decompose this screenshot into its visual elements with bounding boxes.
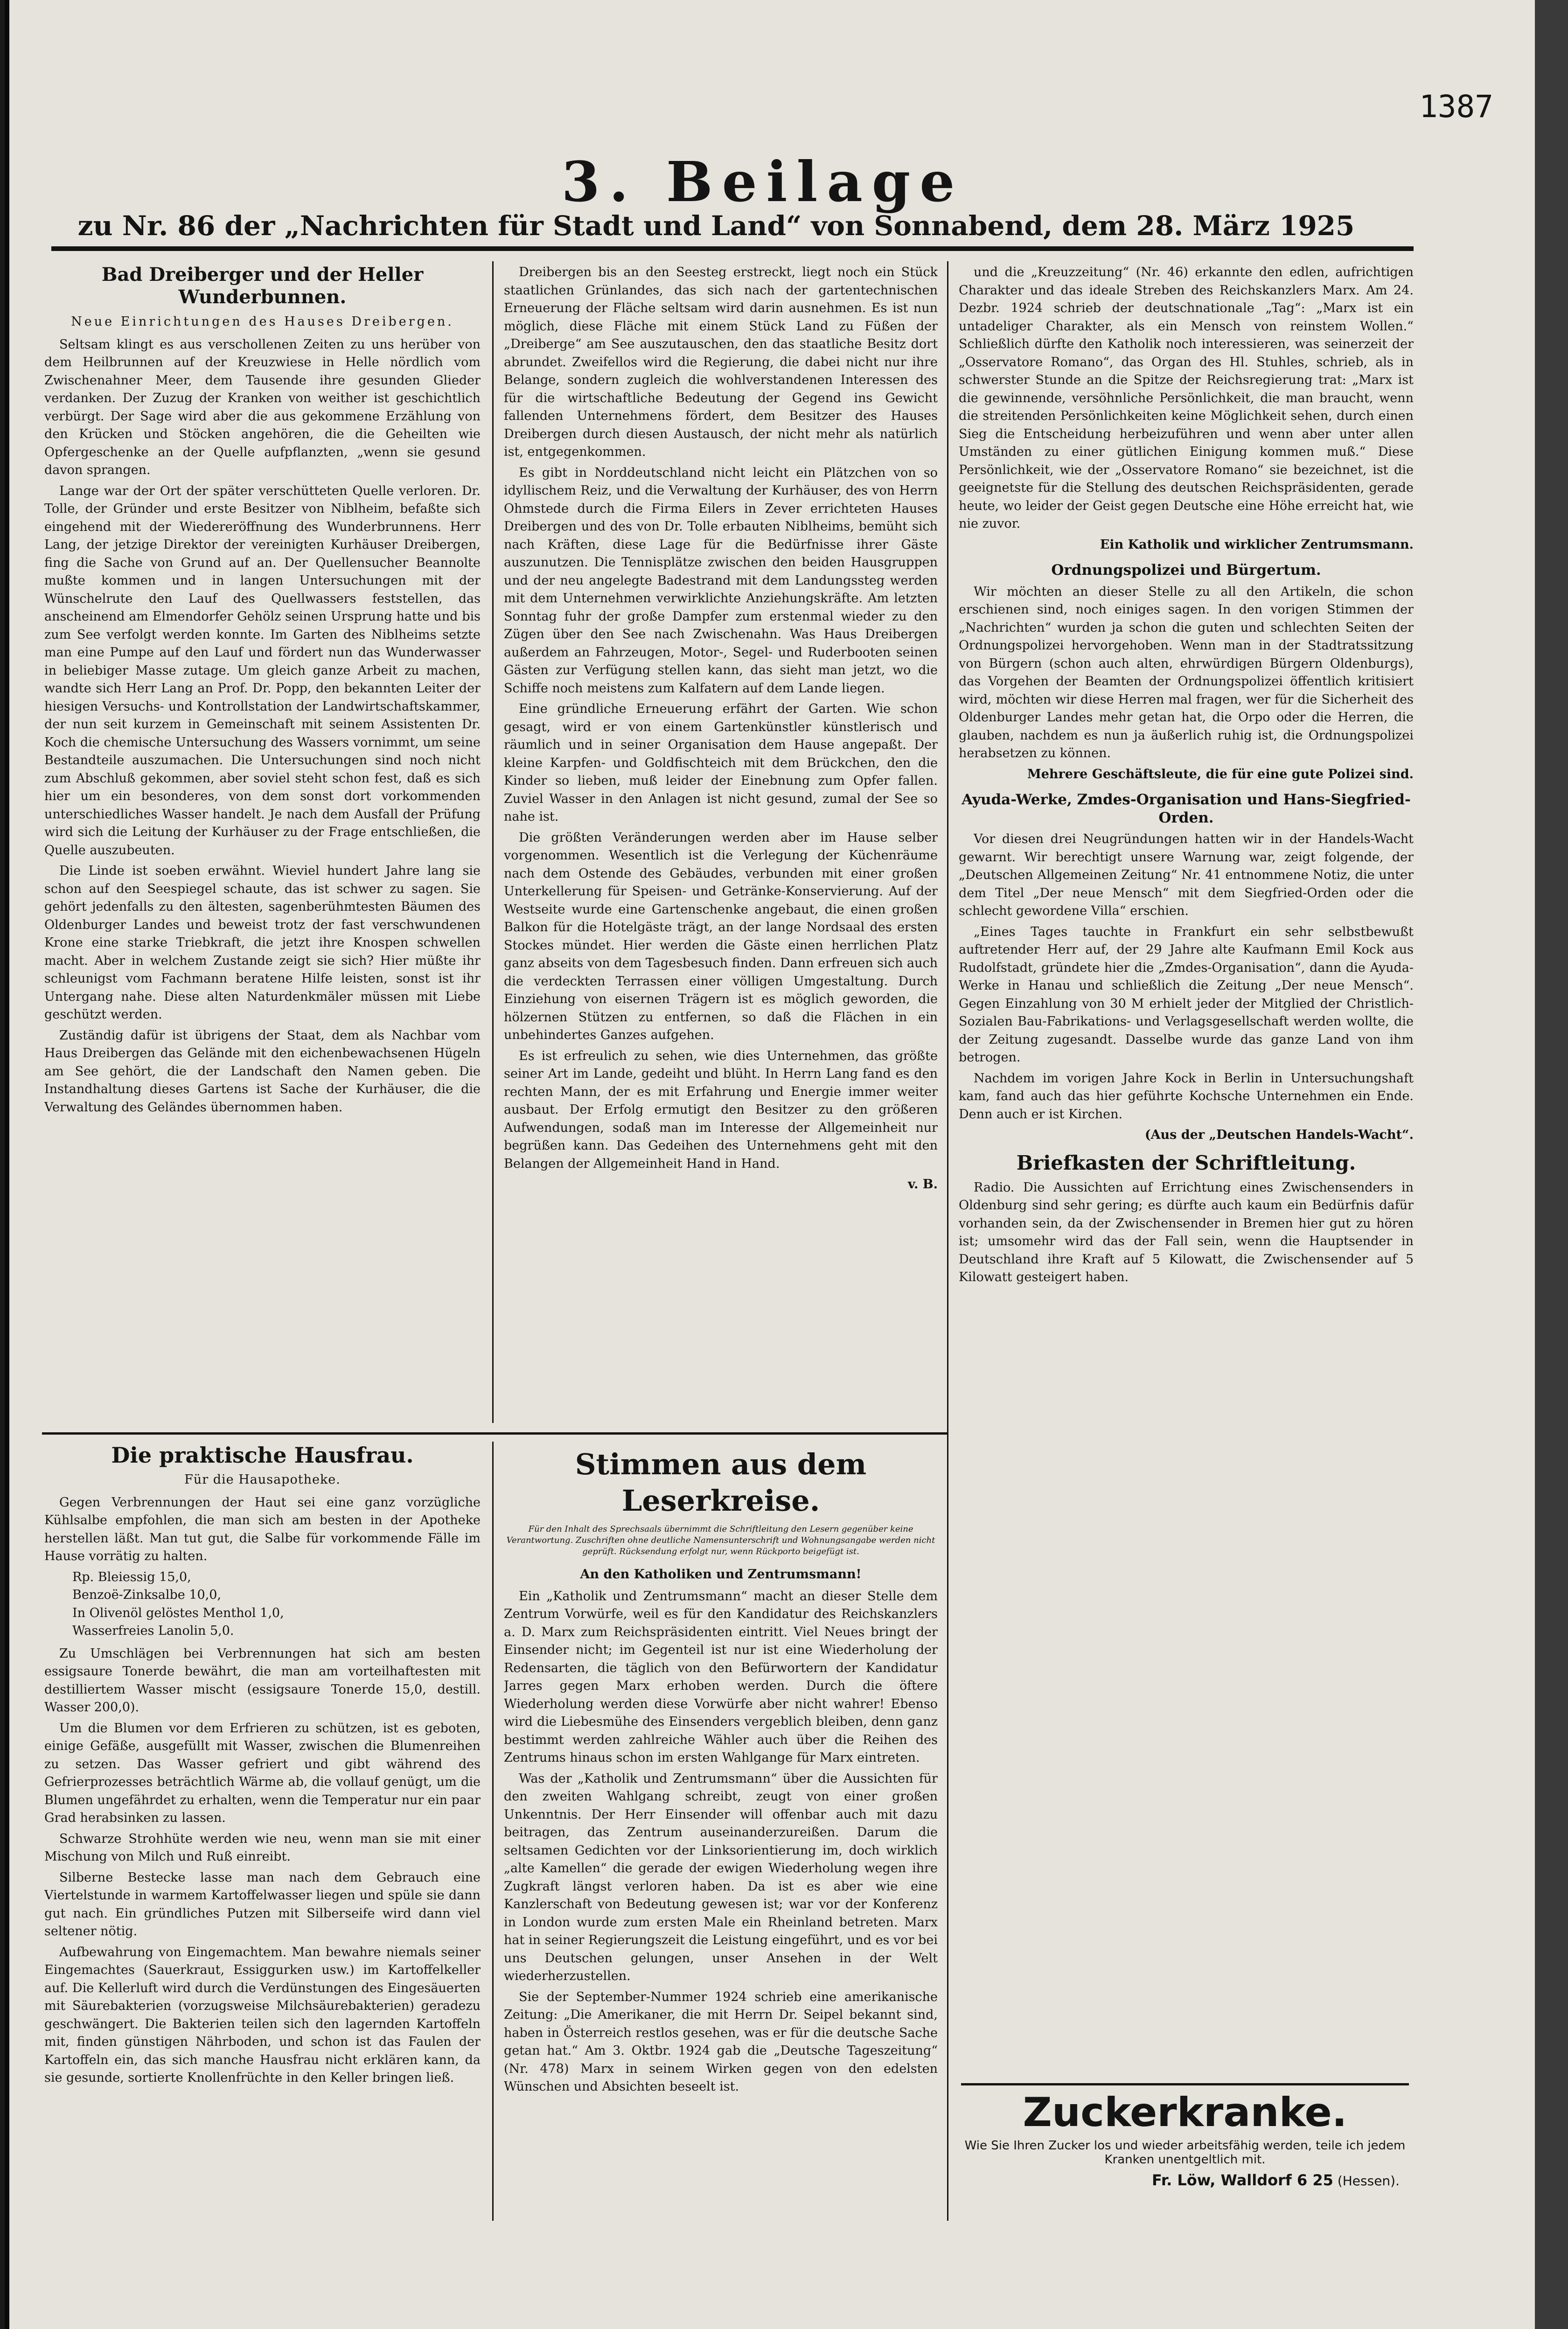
ad-contact-place: (Hessen). bbox=[1337, 2173, 1400, 2189]
paragraph: Radio. Die Aussichten auf Errichtung eines Zwischensenders in Oldenburg sind sehr gering; es dürfte auch kaum ein Bedürfnis dafür vorhanden sein, da der Zwischensender in Bremen hier gut zu hören ist; umsomehr wird das der Fall sein, wenn die Hauptsender in Deutschland ihre Kraft auf 5 Kilowatt, die Zwischensender auf 5 Kilowatt gesteigert haben. bbox=[959, 1180, 1414, 1284]
letter-heading: An den Katholiken und Zentrumsmann! bbox=[580, 1567, 862, 1582]
ad-body: Wie Sie Ihren Zucker los und wieder arbeitsfähig werden, teile ich jedem Kranken unentgeltlich mit. bbox=[964, 2139, 1406, 2167]
paragraph: Zu Umschlägen bei Verbrennungen hat sich am besten essigsaure Tonerde bewährt, die man am vorteilhaftesten mit destilliertem Wasser mischt (essigsaure Tonerde 15,0, destill. Wasser 200,0). bbox=[44, 1646, 481, 1715]
letter-signature: Ein Katholik und wirklicher Zentrumsmann. bbox=[1100, 537, 1414, 552]
article-signature: v. B. bbox=[908, 1177, 938, 1192]
recipe-line: Rp. Bleiessig 15,0, bbox=[72, 1569, 191, 1584]
article-deck: Neue Einrichtungen des Hauses Dreibergen. bbox=[71, 314, 454, 329]
paragraph: Es gibt in Norddeutschland nicht leicht ein Plätzchen von so idyllischem Reiz, und die Verwaltung der Kurhäuser, des von Herrn Ohmstede durch die Firma Eilers in Zever errichteten Hauses Dreibergen und des von Dr. Tolle erbauten Niblheims, bemüht sich nach Kräften, diese Lage für die Bedürfnisse ihrer Gäste auszunutzen. Die Tennisplätze zwischen den beiden Hausgruppen und der neu angelegte Badestrand mit dem Landungssteg werden mit dem Unternehmen verwirklichte Anziehungskräfte. Am letzten Sonntag fuhr der große Dampfer zum erstenmal wieder zu den Zügen über den See nach Zwischenahn. Was Haus Dreibergen außerdem an Fahrzeugen, Motor-, Segel- und Ruderbooten seinen Gästen zur Verfügung stellen kann, das sieht man jetzt, wo die Schiffe noch meistens zum Kalfatern auf dem Lande liegen. bbox=[504, 465, 938, 696]
column-rule-1 bbox=[492, 261, 494, 1423]
article-title: Stimmen aus dem Leserkreise. bbox=[575, 1447, 867, 1518]
police-heading: Ordnungspolizei und Bürgertum. bbox=[1051, 562, 1321, 579]
letter-signature: (Aus der „Deutschen Handels-Wacht“. bbox=[1144, 1128, 1414, 1142]
paragraph: Dreibergen bis an den Seesteg erstreckt, liegt noch ein Stück staatlichen Grünlandes, das sich nach der gartentechnischen Erneuerung der Fläche seltsam wird darin ausnehmen. Es ist nun möglich, diese Fläche mit einem Stück Land zu Füßen der „Dreiberge“ am See auszutauschen, den das staatliche Besitz dort abrundet. Zweifellos wird die Regierung, die dabei nicht nur ihre Belange, sondern zugleich die wohlverstandenen Interessen des für die wirtschaftliche Bedeutung der Gegend ins Gewicht fallenden Unternehmens fördert, dem Besitzer des Hauses Dreibergen durch diesen Austausch, der nicht mehr als natürlich ist, entgegenkommen. bbox=[504, 265, 938, 459]
paragraph: Zuständig dafür ist übrigens der Staat, dem als Nachbar vom Haus Dreibergen das Gelände mit den eichenbewachsenen Hügeln am See gehört, die der Landschaft den Namen geben. Die Instandhaltung dieses Gartens ist Sache der Kurhäuser, die die Verwaltung des Geländes übernommen haben. bbox=[44, 1028, 481, 1115]
masthead-title: 3. Beilage bbox=[561, 149, 964, 214]
paragraph: Vor diesen drei Neugründungen hatten wir in der Handels-Wacht gewarnt. Wir berechtigt unsere Warnung war, zeigt folgende, der „Deutschen Allgemeinen Zeitung“ Nr. 41 entnommene Notiz, die unter dem Titel „Der neue Mensch“ mit dem Siegfried-Orden oder die schlecht gewordene Villa“ erschien. bbox=[959, 832, 1414, 918]
paragraph: Die Linde ist soeben erwähnt. Wieviel hundert Jahre lang sie schon auf den Seespiegel schaute, das ist schwer zu sagen. Sie gehört jedenfalls zu den ältesten, sagenberühmtesten Bäumen des Oldenburger Landes und beweist trotz der fast verschwundenen Krone eine starke Triebkraft, die jetzt ihre Knospen schwellen macht. Aber in welchem Zustande zeigt sie sich? Hier müßte ihr schleunigst vom Fachmann beratene Hilfe leisten, sonst ist ihr Untergang nahe. Diese alten Naturdenkmäler müssen mit Liebe geschützt werden. bbox=[44, 864, 481, 1022]
paragraph: Sie der September-Nummer 1924 schrieb eine amerikanische Zeitung: „Die Amerikaner, die mit Herrn Dr. Seipel bekannt sind, haben in Österreich restlos gesehen, was er für die deutsche Sache getan hat.“ Am 3. Oktbr. 1924 gab die „Deutsche Tageszeitung“ (Nr. 478) Marx in seinem Wirken gegen von den edelsten Wünschen und Absichten beseelt ist. bbox=[504, 1989, 938, 2094]
paragraph: Ein „Katholik und Zentrumsmann“ macht an dieser Stelle dem Zentrum Vorwürfe, weil es für den Kandidatur des Reichskanzlers a. D. Marx zum Reichspräsidenten eintritt. Viel Neues bringt der Einsender nicht; im Gegenteil ist nur ist eine Wiederholung der Redensarten, die täglich von den Befürwortern der Kandidatur Jarres gegen Marx erhoben werden. Durch die öftere Wiederholung werden diese Vorwürfe aber nicht wahrer! Ebenso wird die Liebesmühe des Einsenders vergeblich bleiben, denn ganz bestimmt werden zahlreiche Wähler auch über die Reihen des Zentrums hinaus schon im ersten Wahlgange für Marx eintreten. bbox=[504, 1589, 938, 1765]
paragraph: Gegen Verbrennungen der Haut sei eine ganz vorzügliche Kühlsalbe empfohlen, die man sich am besten in der Apotheke herstellen läßt. Man tut gut, die Salbe für vorkommende Fälle im Hause vorrätig zu halten. bbox=[44, 1495, 481, 1563]
paragraph: Schwarze Strohhüte werden wie neu, wenn man sie mit einer Mischung von Milch und Ruß einreibt. bbox=[44, 1831, 481, 1864]
page-edge-left bbox=[5, 0, 9, 2329]
article-dreiberger bbox=[44, 264, 481, 1421]
recipe-list bbox=[72, 1569, 481, 1640]
article-title: Die praktische Hausfrau. bbox=[111, 1444, 414, 1468]
ayuda-heading: Ayuda-Werke, Zmdes-Organisation und Hans-Siegfried-Orden. bbox=[962, 791, 1411, 826]
page-edge-right bbox=[1535, 0, 1568, 2329]
paragraph: Was der „Katholik und Zentrumsmann“ über die Aussichten für den zweiten Wahlgang schreibt, zeugt von einer großen Unkenntnis. Der Herr Einsender will offenbar auch mit dazu beitragen, das Zentrum auseinanderzureißen. Darum die seltsamen Gedichten vor der Linksorientierung im, doch wirklich „alte Kamellen“ die gerade der ewigen Wiederholung wegen ihre Zugkraft längst verloren haben. Da ist es aber wie eine Kanzlerschaft von Bedeutung gewesen ist; war vor der Konferenz in London wurde zum ersten Male ein Rheinland betreten. Marx hat in seiner Regierungszeit die Leistung eingeführt, und es vor bei uns Deutschen gelungen, unser Ansehen in der Welt wiederherzustellen. bbox=[504, 1771, 938, 1983]
paragraph: Um die Blumen vor dem Erfrieren zu schützen, ist es geboten, einige Gefäße, ausgefüllt mit Wasser, zwischen die Blumenreihen zu setzen. Das Wasser gefriert und gibt während des Gefrierprozesses beträchtlich Wärme ab, die vollauf genügt, um die Blumen ungefährdet zu erhalten, wenn die Temperatur nur ein paar Grad herabsinken zu lassen. bbox=[44, 1721, 481, 1825]
paragraph: Es ist erfreulich zu sehen, wie dies Unternehmen, das größte seiner Art im Lande, gedeiht und blüht. In Herrn Lang fand es den rechten Mann, der es mit Erfahrung und Energie immer weiter ausbaut. Der Erfolg ermutigt den Besitzer zu den größeren Aufwendungen, sodaß man im Interesse der Allgemeinheit nur begrüßen kann. Das Gedeihen des Unternehmens geht mit den Belangen der Allgemeinheit Hand in Hand. bbox=[504, 1048, 938, 1171]
paragraph: Eine gründliche Erneuerung erfährt der Garten. Wie schon gesagt, wird er von einem Gartenkünstler künstlerisch und räumlich und in seiner Organisation dem Hause angepaßt. Der kleine Karpfen- und Goldfischteich mit dem Brückchen, den die Kinder so lieben, muß leider der Einebnung zum Opfer fallen. Zuviel Wasser in den Anlagen ist nicht gesund, zumal der See so nahe ist. bbox=[504, 702, 938, 824]
section-rule bbox=[42, 1432, 947, 1435]
letter-signature: Mehrere Geschäftsleute, die für eine gute Polizei sind. bbox=[1027, 767, 1414, 781]
recipe-line: Benzoë-Zinksalbe 10,0, bbox=[72, 1588, 222, 1602]
ad-contact bbox=[961, 2171, 1409, 2189]
editorial-note: Für den Inhalt des Sprechsaals übernimmt die Schriftleitung den Lesern gegenüber keine Verantwortung. Zuschriften ohne deutliche Namensunterschrift und Wohnungsangabe werden nicht geprüft. Rücksendung erfolgt nur, wenn Rückporto beigefügt ist. bbox=[506, 1524, 935, 1556]
recipe-line: In Olivenöl gelöstes Menthol 1,0, bbox=[72, 1605, 284, 1620]
briefkasten-heading: Briefkasten der Schriftleitung. bbox=[1016, 1151, 1356, 1174]
paragraph: Silberne Bestecke lasse man nach dem Gebrauch eine Viertelstunde in warmem Kartoffelwasser liegen und spüle sie dann gut nach. Ein gründliches Putzen mit Silberseife wird dann viel seltener nötig. bbox=[44, 1870, 481, 1939]
column-rule-2 bbox=[947, 261, 948, 2221]
paragraph: Lange war der Ort der später verschütteten Quelle verloren. Dr. Tolle, der Gründer und erste Besitzer von Niblheim, befaßte sich eingehend mit der Wiedereröffnung des Wunderbrunnens. Herr Lang, der jetzige Direktor der vereinigten Kurhäuser Dreibergen, fing die Sache von Grund auf an. Der Quellensucher Beannolte mußte kommen und in langen Untersuchungen mit der Wünschelrute den Lauf des Quellwassers feststellen, das anscheinend am Elmendorfer Gehölz seinen Ursprung hatte und bis zum See verfolgt werden konnte. Im Garten des Niblheims setzte man eine Pumpe auf den Lauf und fördert nun das Wunderwasser in beliebiger Masse zutage. Um gleich ganze Arbeit zu machen, wandte sich Herr Lang an Prof. Dr. Popp, den bekannten Leiter der hiesigen Versuchs- und Kontrollstation der Landwirtschaftskammer, der nun seit kurzem in Gemeinschaft mit seinem Assistenten Dr. Koch die chemische Untersuchung des Wassers vornimmt, um seine Bestandteile auszumachen. Die Untersuchungen sind noch nicht zum Abschluß gekommen, aber soviel steht schon fest, daß es sich hier um ein besonderes, von dem sonst dort vorkommenden unterschiedliches Wasser handelt. Je nach dem Ausfall der Prüfung wird sich die Leitung der Kurhäuser zu der Frage entschließen, die Quelle auszubeuten. bbox=[44, 483, 481, 858]
article-hausfrau bbox=[44, 1444, 481, 2218]
paragraph: und die „Kreuzzeitung“ (Nr. 46) erkannte den edlen, aufrichtigen Charakter und das ideale Streben des Reichskanzlers Marx. Am 24. Dezbr. 1924 schrieb der deutschnationale „Tag“: „Marx ist ein untadeliger Charakter, als ein Mensch von reinstem Wollen.“ Schließlich dürfte den Katholik noch interessieren, was seinerzeit der „Osservatore Romano“, das Organ des Hl. Stuhles, schrieb, als in schwerster Stunde an die Spitze der Reichsregierung trat: „Marx ist die gewinnende, versöhnliche Persönlichkeit, die man braucht, wenn die streitenden Persönlichkeiten keine Möglichkeit sehen, durch einen Sieg die Entscheidung herbeizuführen und wenn aber unter allen Umständen zu einer gütlichen Einigung kommen muß.“ Diese Persönlichkeit, wie der „Osservatore Romano“ sie bezeichnet, ist die geeignetste für die Stellung des deutschen Reichspräsidenten, gerade heute, wo leider der Geist gegen Deutsche eine Höhe erreicht hat, wie nie zuvor. bbox=[959, 265, 1414, 531]
paragraph: Die größten Veränderungen werden aber im Hause selber vorgenommen. Wesentlich ist die Verlegung der Küchenräume nach dem Ostende des Gebäudes, verbunden mit einer großen Unterkellerung für Speisen- und Getränke-Konservierung. Auf der Westseite wurde eine Gartenschenke angebaut, die einen großen Balkon für die Hotelgäste trägt, an der lange Nordsaal des ersten Stockes mündet. Hier werden die Gäste einen herrlichen Platz ganz abseits von dem Tagesbesuch finden. Dann erfreuen sich auch die verdeckten Terrassen einer völligen Umgestaltung. Durch Einziehung von eisernen Trägern ist es möglich geworden, die hölzernen Stützen zu entfernen, so daß die Flächen in ein unbehindertes Ganzes aufgehen. bbox=[504, 830, 938, 1042]
advertisement bbox=[961, 2083, 1409, 2189]
letters-column bbox=[959, 264, 1414, 2069]
paragraph: Wir möchten an dieser Stelle zu all den Artikeln, die schon erschienen sind, noch einiges sagen. In den vorigen Stimmen der „Nachrichten“ wurden ja schon die guten und schlechten Seiten der Ordnungspolizei hervorgehoben. Wenn man in der Stadtratssitzung von Bürgern (schon auch alten, ehrwürdigen Bürgern Oldenburgs), das Vorgehen der Beamten der Ordnungspolizei öffentlich kritisiert wird, möchten wir diese Herren mal fragen, wer für die Sicherheit des Oldenburger Landes mehr getan hat, die Orpo oder die Herren, die glauben, nachdem es nun ja äußerlich ruhig ist, die Ordnungspolizei herabsetzen zu können. bbox=[959, 584, 1414, 760]
ad-headline: Zuckerkranke. bbox=[1023, 2089, 1347, 2136]
paragraph: Nachdem im vorigen Jahre Kock in Berlin in Untersuchungshaft kam, fand auch das hier geführte Kochsche Unternehmen ein Ende. Denn auch er ist Kirchen. bbox=[959, 1071, 1414, 1122]
page-number: 1387 bbox=[1419, 89, 1493, 125]
recipe-line: Wasserfreies Lanolin 5,0. bbox=[72, 1624, 234, 1638]
column-rule-3 bbox=[492, 1442, 494, 2221]
ad-contact-name: Fr. Löw, Walldorf 6 25 bbox=[1152, 2171, 1333, 2189]
article-subtitle: Für die Hausapotheke. bbox=[184, 1472, 341, 1487]
paragraph: Aufbewahrung von Eingemachtem. Man bewahre niemals seiner Eingemachtes (Sauerkraut, Essiggurken usw.) im Kartoffelkeller auf. Die Kellerluft wird durch die Verdünstungen des Eingesäuerten mit Säurebakterien (vorzugsweise Milchsäurebakterien) geradezu geschwängert. Die Bakterien teilen sich den lagernden Kartoffeln mit, finden günstigen Nährboden, und schon ist das Faulen der Kartoffeln ein, das sich manche Hausfrau nicht erklären kann, da sie gesunde, sortierte Knollenfrüchte in den Keller bringen ließ. bbox=[44, 1945, 481, 2085]
masthead-subtitle: zu Nr. 86 der „Nachrichten für Stadt und Land“ von Sonnabend, dem 28. März 1925 bbox=[77, 210, 1355, 242]
paragraph: Seltsam klingt es aus verschollenen Zeiten zu uns herüber von dem Heilbrunnen auf der Kreuzwiese in Helle nördlich vom Zwischenahner Meer, dem Tausende ihre gesunden Glieder verdanken. Der Zuzug der Kranken von weither ist geschichtlich verbürgt. Der Sage wird aber die aus gekommene Erzählung von den Krücken und Stöcken angehören, die die Geheilten wie Opfergeschenke an der Quelle aufpflanzten, „wenn sie gesund davon sprangen. bbox=[44, 337, 481, 477]
article-stimmen bbox=[504, 1446, 938, 2218]
article-dreiberger-continued bbox=[504, 264, 938, 1421]
article-title: Bad Dreiberger und der Heller Wunderbunnen. bbox=[101, 264, 424, 308]
masthead-rule bbox=[51, 246, 1414, 251]
paragraph: „Eines Tages tauchte in Frankfurt ein sehr selbstbewußt auftretender Herr auf, der 29 Jahre alte Kaufmann Emil Kock aus Rudolfstadt, gründete hier die „Zmdes-Organisation“, dann die Ayuda-Werke in Hanau und schließlich die Zeitung „Der neue Mensch“. Gegen Einzahlung von 30 M erhielt jeder der Mitglied der Christlich-Sozialen Bau-Fabrikations- und Verlagsgesellschaft werden wollte, die der Zeitung zugesandt. Dasselbe wurde das ganze Land von ihm betrogen. bbox=[959, 924, 1414, 1065]
